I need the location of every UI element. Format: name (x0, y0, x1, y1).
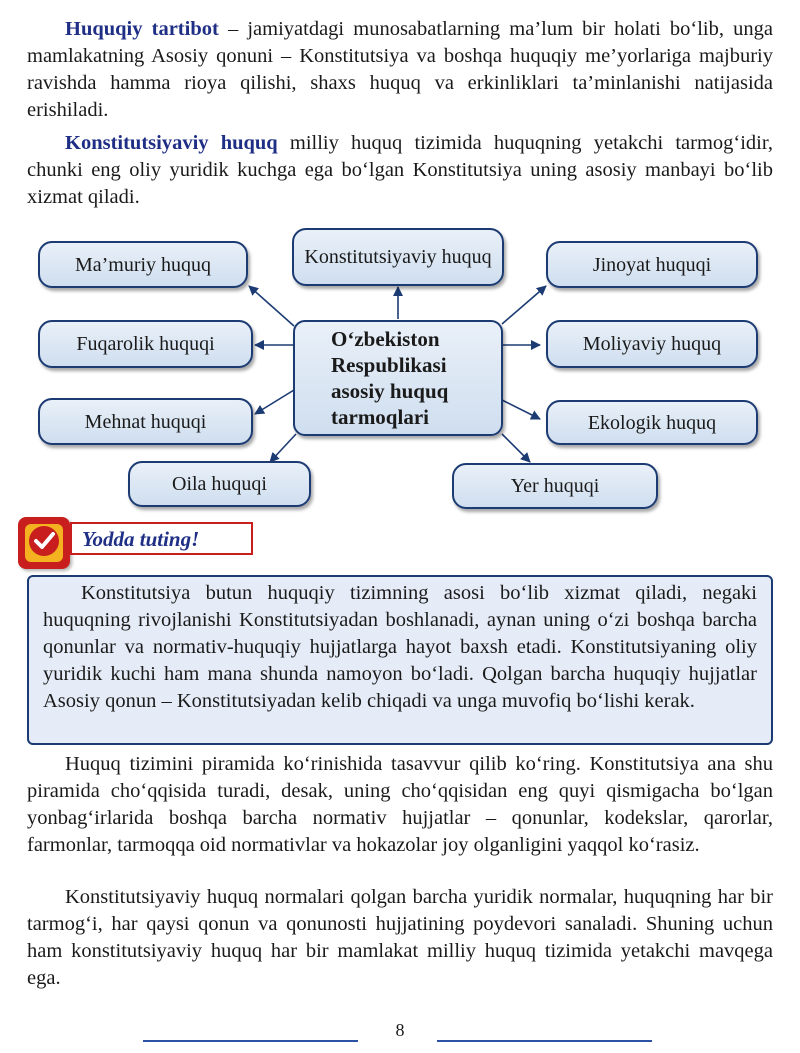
node-label: Yer huquqi (510, 475, 600, 497)
arrow-to-mehnat (255, 390, 294, 414)
node-ekologik-huquq (546, 400, 758, 445)
node-oila-huquqi (128, 461, 311, 507)
node-konstitutsiyaviy-huquq (292, 228, 504, 286)
node-label: Oila huquqi (172, 473, 267, 495)
paragraph-constitutional-norms: Konstitutsiyaviy huquq normalari qolgan barcha yuridik normalar, huquqning har bir tarmog‘i, har qaysi qonun va qonunosti hujjatining poydevori sanaladi. Shuning uchun ham konstitutsiyaviy huquq har bir mamlakat milliy huquq tizimida yetakchi mavqega ega. (27, 886, 773, 989)
node-label: Fuqarolik huquqi (76, 333, 215, 355)
term-legal-order: Huquqiy tartibot (65, 18, 219, 40)
node-label: Moliyaviy huquq (582, 333, 722, 355)
paragraph-constitutional-law-text: milliy huquq tizimida huquqning yetakchi tarmog‘idir, chunki eng oliy yuridik kuchga ega bo‘lgan Konstitutsiya uning asosiy manbayi bo‘lib xizmat qiladi. (27, 132, 774, 208)
node-label: Ma’muriy huquq (74, 253, 212, 276)
arrow-to-ekologik (502, 400, 540, 419)
node-fuqarolik-huquqi (38, 320, 253, 368)
arrow-to-jinoyat (502, 286, 546, 324)
footer-rule-right (437, 1040, 652, 1042)
term-constitutional-law: Konstitutsiyaviy huquq (65, 132, 278, 154)
node-jinoyat-huquqi (546, 241, 758, 288)
paragraph-constitutional-law (27, 130, 773, 211)
center-label: O‘zbekiston Respublikasi asosiy huquq tarmoqlari (331, 327, 449, 429)
paragraph-pyramid: Huquq tizimini piramida ko‘rinishida tasavvur qilib ko‘ring. Konstitutsiya ana shu piramida cho‘qqisida turadi, desak, uning cho‘qqisidan eng quyi qismigacha bo‘lgan yonbag‘irlarida boshqa barcha normativ hujjatlar – qonunlar, kodekslar, qarorlar, farmonlar, tarmoqqa oid normativlar va hokazolar joy olganligini yaqqol ko‘rasiz. (27, 753, 773, 856)
node-label: Mehnat huquqi (84, 410, 207, 433)
node-yer-huquqi (452, 463, 658, 509)
node-center-main-branches (293, 320, 503, 436)
page-number: 8 (395, 1020, 405, 1040)
node-mehnat-huquqi (38, 398, 253, 445)
remember-label: Yodda tuting! (70, 522, 253, 555)
node-label: Ekologik huquq (587, 411, 717, 434)
arrow-to-mamuriy (249, 286, 294, 326)
arrow-to-yer (502, 434, 530, 462)
checkmark-icon (27, 524, 61, 563)
remember-callout-box (27, 575, 773, 745)
remember-badge (18, 517, 70, 569)
footer-rule-left (143, 1040, 358, 1042)
arrow-to-oila (270, 434, 296, 462)
node-moliyaviy-huquq (546, 320, 758, 368)
node-mamuriy-huquq (38, 241, 248, 288)
remember-text: Konstitutsiya butun huquqiy tizimning asosi bo‘lib xizmat qiladi, negaki huquqning rivojlanishi Konstitutsiyadan boshlanadi, aynan uning o‘zi boshqa barcha qonunlar va normativ-huquqiy hujjatlarga hayot baxsh etadi. Konstitutsiyaning oliy yuridik kuchi ham mana shunda namoyon bo‘ladi. Qolgan barcha huquqiy hujjatlar Asosiy qonun – Konstitutsiyadan kelib chiqadi va unga muvofiq bo‘lishi kerak. (43, 582, 757, 712)
node-label: Jinoyat huquqi (592, 253, 712, 276)
paragraph-legal-order (27, 16, 773, 124)
paragraph-legal-order-text: – jamiyatdagi munosabatlarning ma’lum bir holati bo‘lib, unga mamlakatning Asosiy qonuni – Konstitutsiya va boshqa huquqiy me’yorlariga majburiy ravishda hamma rioya qilishi, shaxs huquq va erkinliklari ta’minlanishi natijasida erishiladi. (27, 18, 773, 121)
node-label: Konstitutsiyaviy huquq (304, 246, 492, 268)
